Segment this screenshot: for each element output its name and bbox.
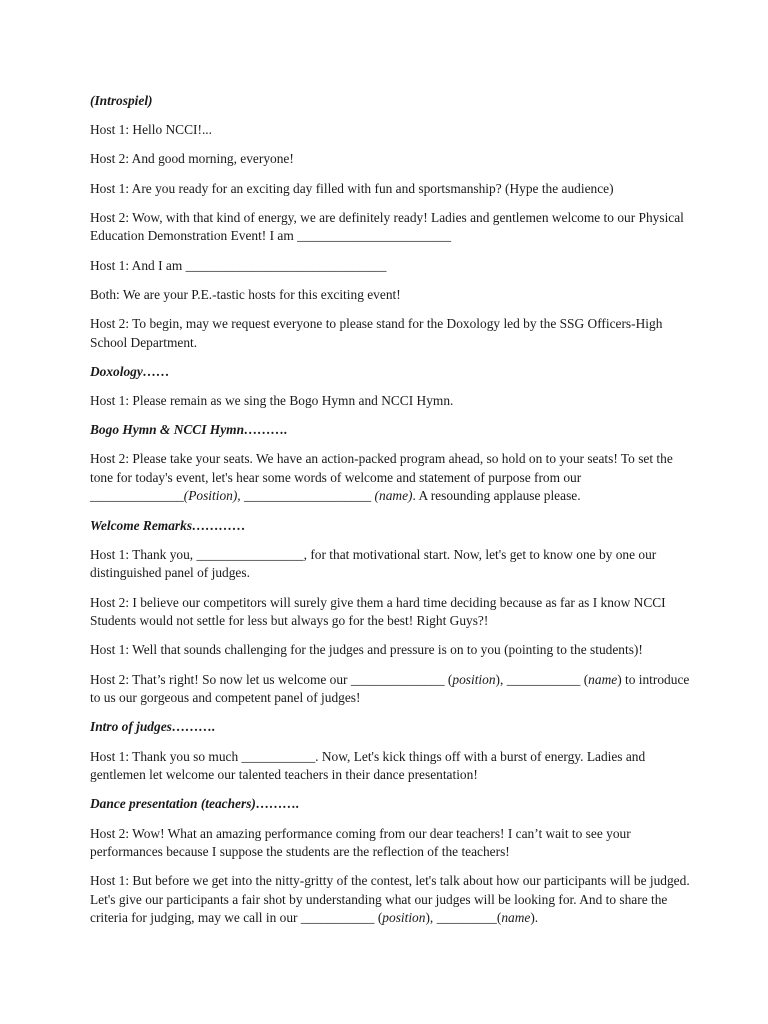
script-line: Host 2: Wow! What an amazing performance coming from our dear teachers! I can’t wait to see your performances because I suppose the students are the reflection of the teachers! [90, 825, 631, 860]
text-segment: Host 2: Please take your seats. We have an action-packed program ahead, so hold on to your seats! To set the tone for today's event, let's hear some words of welcome and statement of purpose from our ______________ [90, 451, 673, 504]
script-line: Host 1: Thank you, ________________, for that motivational start. Now, let's get to know one by one our distinguished panel of judges. [90, 546, 657, 581]
script-line: Host 1: Hello NCCI!... [90, 122, 212, 138]
italic-placeholder: (Position), [183, 488, 241, 504]
text-segment: ) to introduce to us our gorgeous and competent panel of judges! [90, 671, 690, 706]
section-heading: Intro of judges………. [90, 719, 216, 735]
italic-placeholder: name [588, 671, 618, 687]
text-segment: ). [530, 910, 539, 926]
text-segment: Host 2: That’s right! So now let us welcome our ______________ ( [90, 671, 453, 687]
script-line [90, 450, 690, 506]
italic-placeholder: position [382, 910, 426, 926]
section-heading: (Introspiel) [90, 93, 153, 108]
script-line [90, 872, 690, 928]
section-heading: Dance presentation (teachers)………. [90, 796, 300, 812]
section-heading: Welcome Remarks………… [90, 517, 246, 533]
italic-placeholder: name [501, 910, 531, 926]
script-line: Host 2: To begin, may we request everyone to please stand for the Doxology led by the SSG Officers-High School Department. [90, 315, 663, 350]
script-line: Host 2: I believe our competitors will surely give them a hard time deciding because as far as I know NCCI Students would not settle for less but always go for the best! Right Guys?! [90, 594, 666, 629]
section-heading: Doxology…… [90, 363, 170, 379]
text-segment: ___________________ [240, 488, 375, 504]
script-line: Host 1: Well that sounds challenging for the judges and pressure is on to you (pointing to the students)! [90, 642, 643, 658]
text-segment: Host 1: But before we get into the nitty-gritty of the contest, let's talk about how our participants will be judged. Let's give our participants a fair shot by understanding what our judges will be looking for. And to share the criteria for judging, may we call in our ___________ ( [90, 873, 690, 926]
script-line: Host 2: And good morning, everyone! [90, 151, 294, 167]
script-line: Host 1: Thank you so much ___________. Now, Let's kick things off with a burst of energy. Ladies and gentlemen let welcome our talented teachers in their dance presentation! [90, 748, 646, 783]
italic-placeholder: position [452, 671, 496, 687]
script-line: Host 1: And I am ______________________________ [90, 257, 387, 273]
text-segment: ), _________( [425, 910, 502, 926]
text-segment: ), ___________ ( [495, 671, 589, 687]
italic-placeholder: (name) [374, 488, 413, 504]
script-line: Host 2: Wow, with that kind of energy, we are definitely ready! Ladies and gentlemen welcome to our Physical Education Demonstration Event! I am _______________________ [90, 209, 684, 244]
section-heading: Bogo Hymn & NCCI Hymn………. [90, 422, 288, 438]
script-line: Host 1: Please remain as we sing the Bogo Hymn and NCCI Hymn. [90, 392, 454, 408]
text-segment: . A resounding applause please. [412, 488, 581, 504]
script-line: Both: We are your P.E.-tastic hosts for this exciting event! [90, 286, 401, 302]
script-line [90, 671, 690, 708]
script-line: Host 1: Are you ready for an exciting day filled with fun and sportsmanship? (Hype the audience) [90, 180, 614, 196]
document-page [90, 92, 690, 939]
